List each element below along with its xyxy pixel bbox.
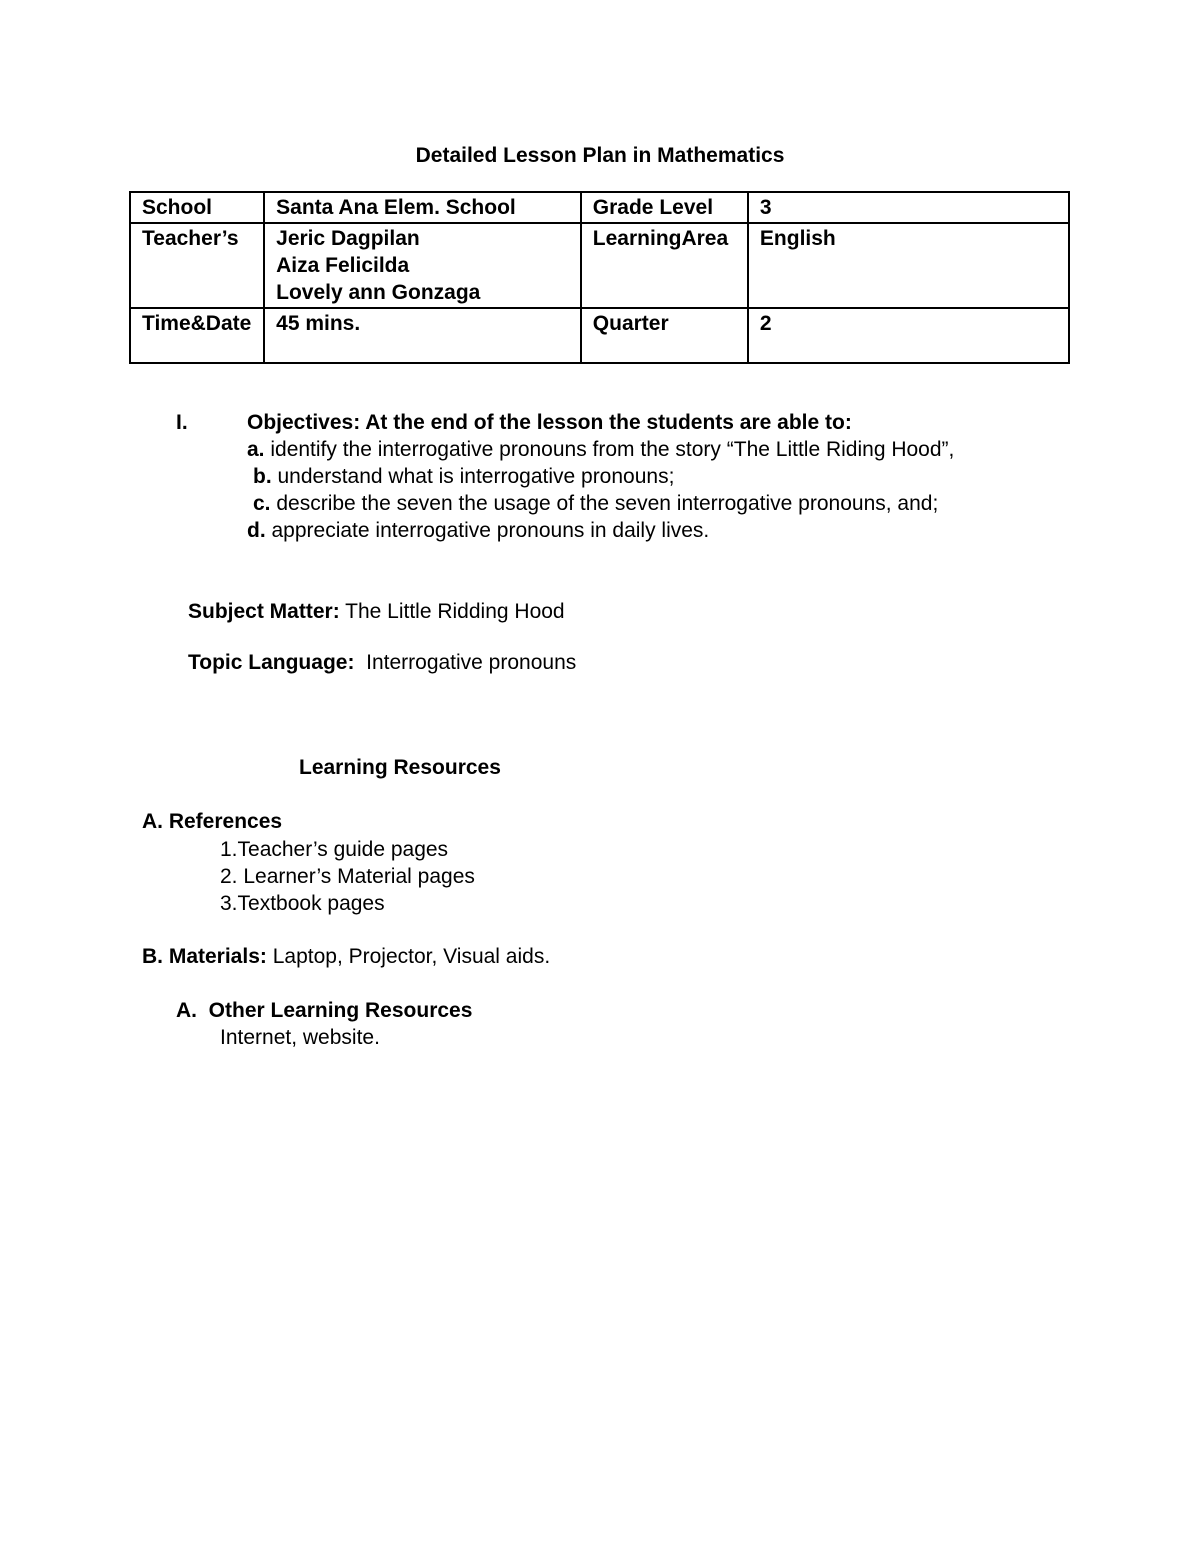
teachers-label: Teacher’s	[130, 223, 264, 308]
teacher-name: Lovely ann Gonzaga	[276, 281, 481, 304]
table-row	[130, 192, 1069, 223]
reference-item: 3.Textbook pages	[220, 892, 385, 915]
materials: B. Materials: Laptop, Projector, Visual aids.	[142, 945, 551, 968]
teacher-name: Aiza Felicilda	[276, 254, 410, 277]
reference-item: 2. Learner’s Material pages	[220, 865, 475, 888]
time-date-label: Time&Date	[130, 308, 264, 363]
objective-item: b. understand what is interrogative pronouns;	[253, 465, 675, 488]
learning-resources-heading: Learning Resources	[299, 756, 501, 779]
objective-item: c. describe the seven the usage of the seven interrogative pronouns, and;	[253, 492, 939, 515]
objective-item: a. identify the interrogative pronouns from the story “The Little Riding Hood”,	[247, 438, 955, 461]
teachers-value	[264, 223, 581, 308]
grade-level-label: Grade Level	[581, 192, 748, 223]
objective-item: d. appreciate interrogative pronouns in daily lives.	[247, 519, 710, 542]
school-label: School	[130, 192, 264, 223]
subject-matter: Subject Matter: The Little Ridding Hood	[188, 600, 565, 623]
reference-item: 1.Teacher’s guide pages	[220, 838, 449, 861]
table-row	[130, 223, 1069, 308]
other-resources-value: Internet, website.	[220, 1026, 380, 1049]
grade-level-value: 3	[748, 192, 1069, 223]
learning-area-value: English	[748, 223, 1069, 308]
quarter-value: 2	[748, 308, 1069, 363]
time-date-value: 45 mins.	[264, 308, 581, 363]
lesson-info-table	[129, 191, 1070, 364]
page-title: Detailed Lesson Plan in Mathematics	[415, 144, 785, 167]
table-row	[130, 308, 1069, 363]
quarter-label: Quarter	[581, 308, 748, 363]
school-value: Santa Ana Elem. School	[264, 192, 581, 223]
learning-area-label: LearningArea	[581, 223, 748, 308]
references-heading: A. References	[142, 810, 283, 833]
topic-language: Topic Language: Interrogative pronouns	[188, 651, 577, 674]
objectives-heading: Objectives: At the end of the lesson the students are able to:	[247, 411, 852, 434]
other-resources-heading: A. Other Learning Resources	[176, 999, 473, 1022]
teacher-name: Jeric Dagpilan	[276, 227, 420, 250]
section-numeral: I.	[176, 411, 188, 434]
